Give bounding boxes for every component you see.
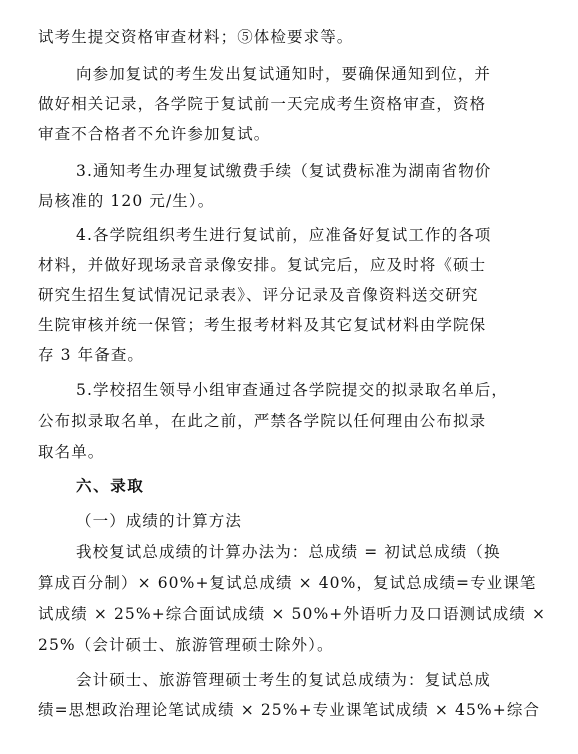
list-item-3-line: 3.通知考生办理复试缴费手续（复试费标准为湖南省物价 bbox=[76, 162, 492, 180]
body-text-line: 绩=思想政治理论笔试成绩 × 25%+专业课笔试成绩 × 45%+综合 bbox=[38, 701, 541, 719]
body-text-line: 生院审核并统一保管；考生报考材料及其它复试材料由学院保 bbox=[38, 316, 487, 334]
body-text-line: 审查不合格者不允许参加复试。 bbox=[38, 125, 271, 143]
body-text-line: 材料，并做好现场录音录像安排。复试完后，应及时将《硕士 bbox=[38, 256, 487, 274]
section-heading: 六、录取 bbox=[76, 477, 145, 495]
body-text-line: 算成百分制）× 60%+复试总成绩 × 40%，复试总成绩=专业课笔 bbox=[38, 574, 537, 592]
body-text-line: 做好相关记录，各学院于复试前一天完成考生资格审查，资格 bbox=[38, 95, 487, 113]
list-item-4-line: 4.各学院组织考生进行复试前，应准备好复试工作的各项 bbox=[76, 226, 492, 244]
list-item-5-line: 5.学校招生领导小组审查通过各学院提交的拟录取名单后， bbox=[76, 381, 508, 399]
body-text-line: 公布拟录取名单，在此之前，严禁各学院以任何理由公布拟录 bbox=[38, 412, 487, 430]
body-text-line: 取名单。 bbox=[38, 443, 105, 461]
body-text-line: 25%（会计硕士、旅游管理硕士除外）。 bbox=[38, 636, 334, 654]
body-text-line: 试考生提交资格审查材料；⑤体检要求等。 bbox=[38, 28, 354, 46]
body-text-line: 局核准的 120 元/生）。 bbox=[38, 192, 215, 210]
paragraph-text-line: 向参加复试的考生发出复试通知时，要确保通知到位，并 bbox=[76, 65, 492, 83]
subsection-heading: （一）成绩的计算方法 bbox=[76, 512, 243, 530]
paragraph-text-line: 会计硕士、旅游管理硕士考生的复试总成绩为：复试总成 bbox=[76, 671, 492, 689]
body-text-line: 研究生招生复试情况记录表》、评分记录及音像资料送交研究 bbox=[38, 286, 479, 304]
body-text-line: 存 3 年备查。 bbox=[38, 346, 145, 364]
body-text-line: 试成绩 × 25%+综合面试成绩 × 50%+外语听力及口语测试成绩 × bbox=[38, 605, 547, 623]
paragraph-text-line: 我校复试总成绩的计算办法为：总成绩 = 初试总成绩（换 bbox=[76, 543, 501, 561]
